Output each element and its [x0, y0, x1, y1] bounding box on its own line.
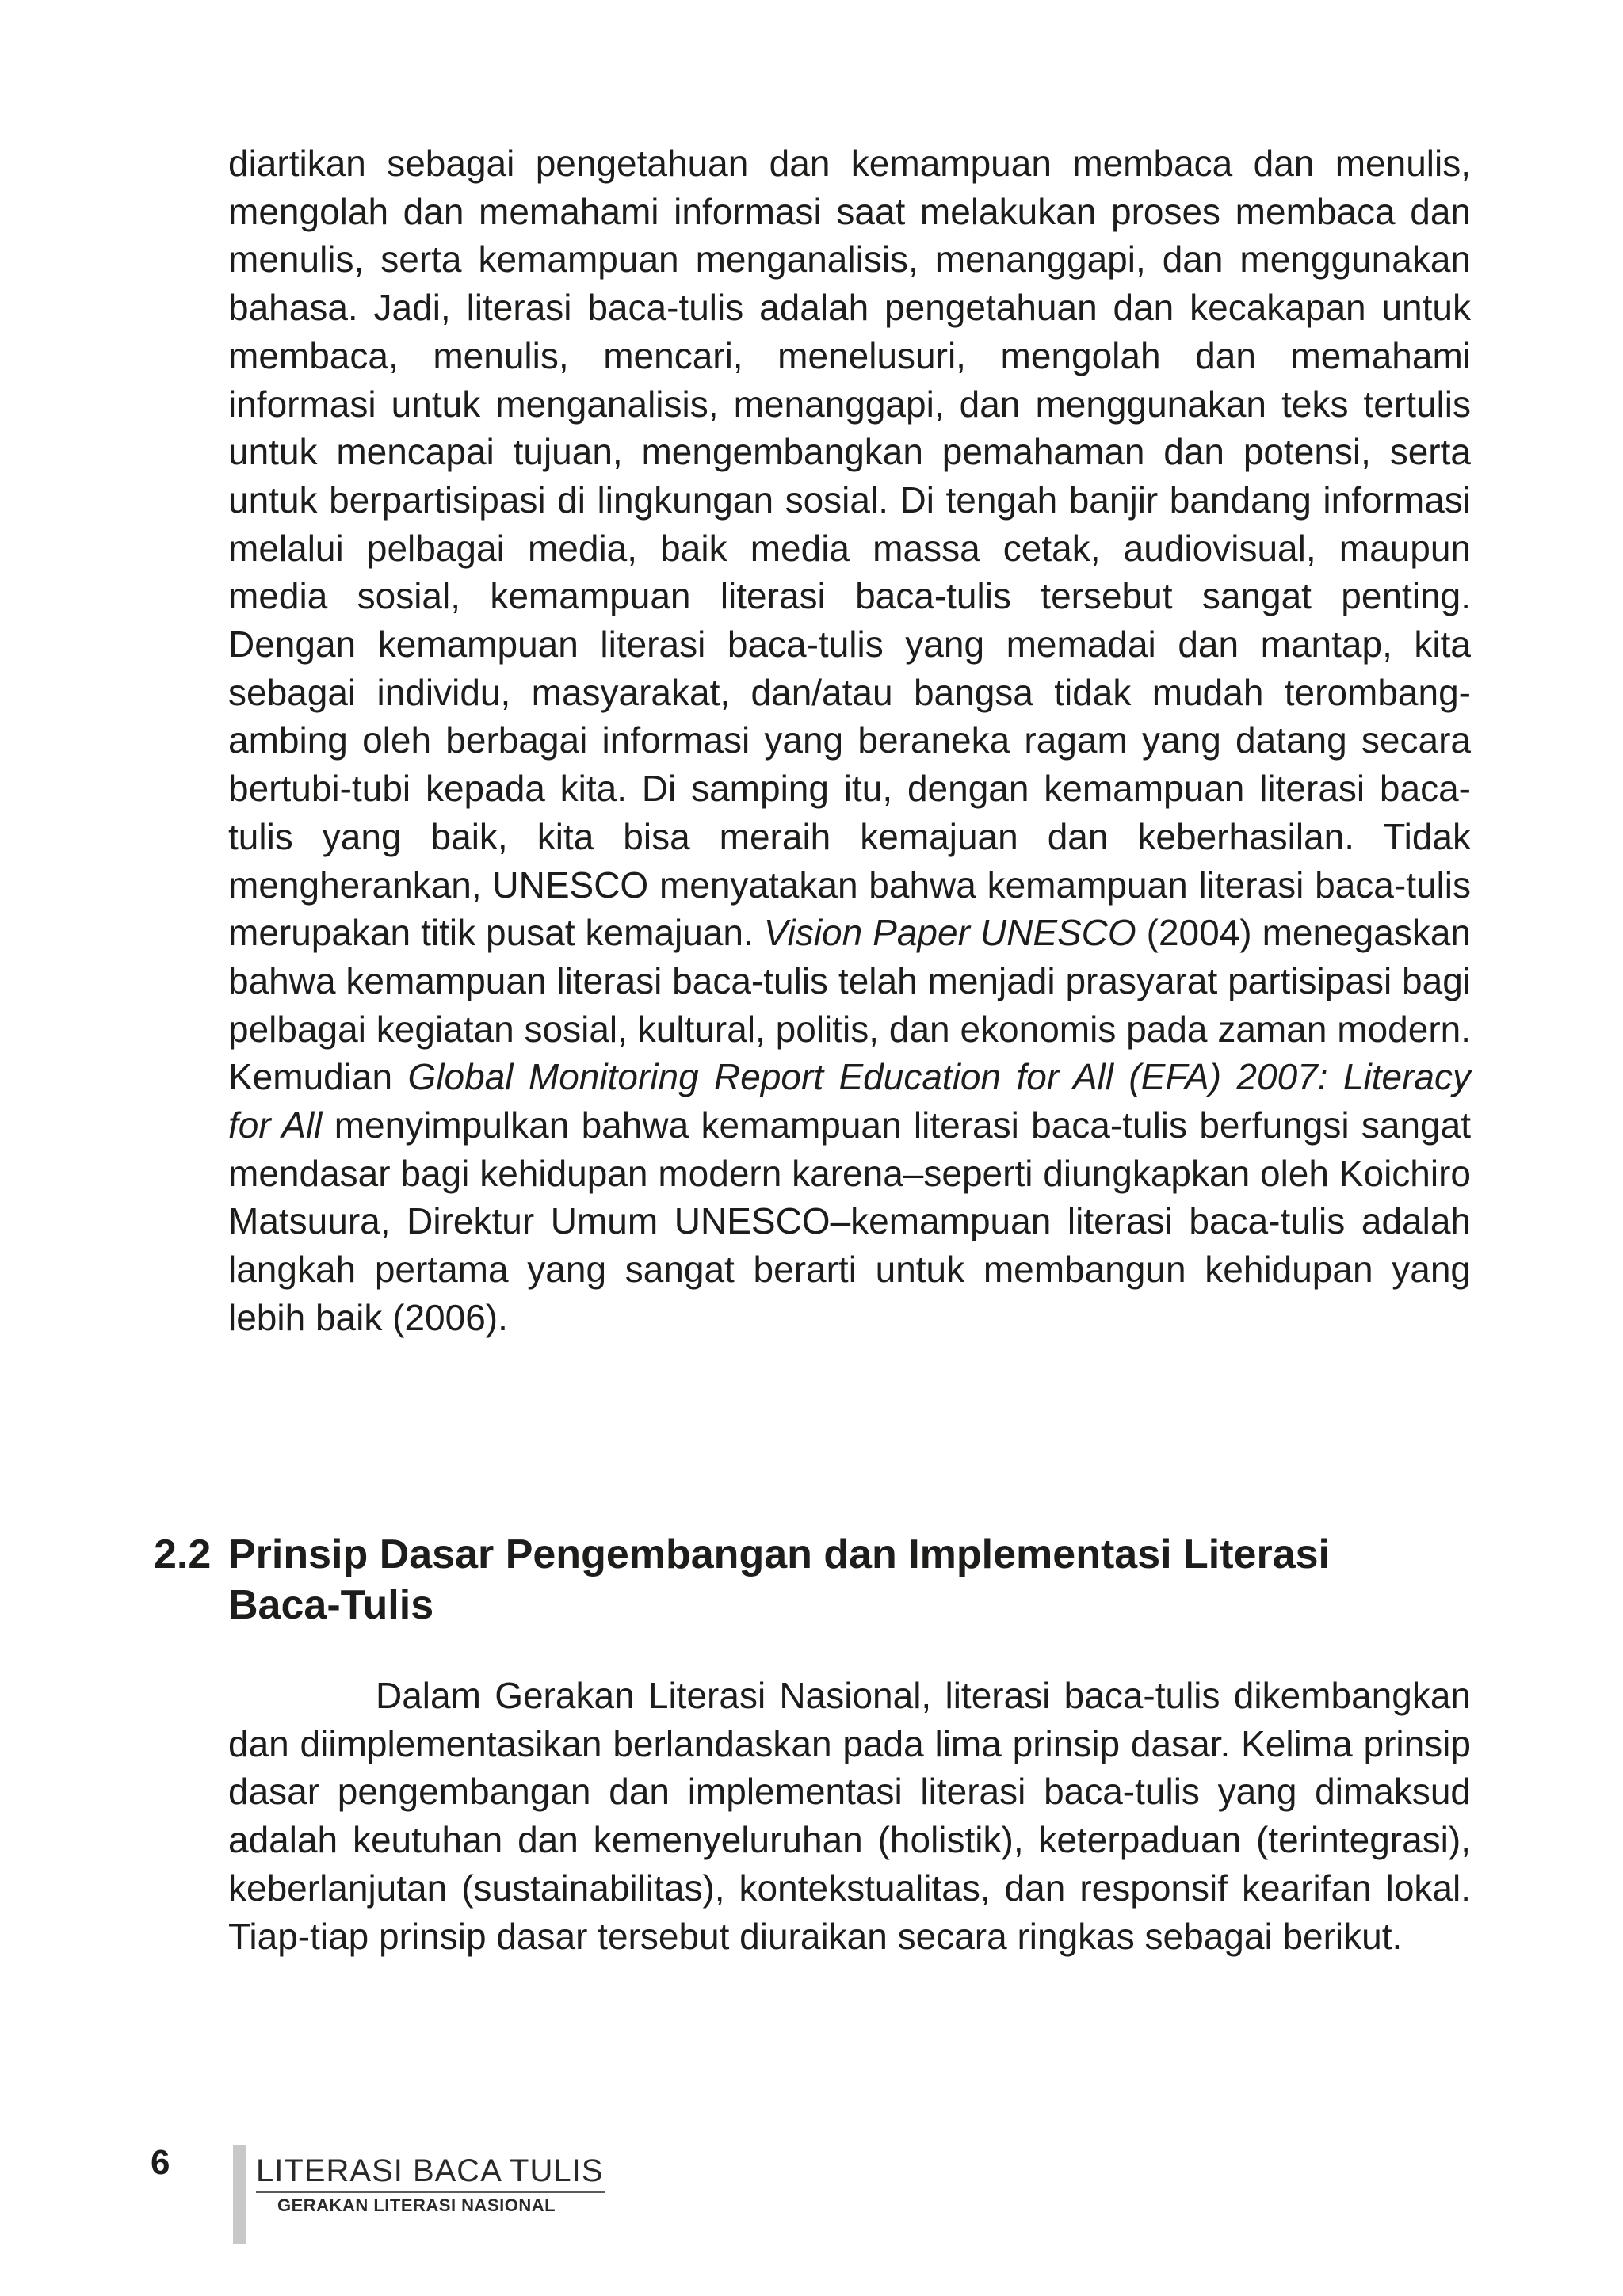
footer-rule: [256, 2191, 605, 2193]
section-heading: [154, 1529, 1501, 1630]
paragraph-text: menyimpulkan bahwa kemampuan literasi baca-tulis berfungsi sangat mendasar bagi kehidupan modern karena–seperti diungkapkan oleh Koichiro Matsuura, Direktur Umum UNESCO–kemampuan literasi baca-tulis adalah langkah pertama yang sangat berarti untuk membangun kehidupan yang lebih baik (2006).: [228, 1104, 1471, 1338]
paragraph-text: (2004) menegaskan bahwa kemampuan literasi baca-tulis telah menjadi prasyarat partisipasi bagi pelbagai kegiatan sosial, kultural, politis, dan ekonomis pada zaman modern. Kemudian: [228, 912, 1471, 1098]
section-title-line-1: Prinsip Dasar Pengembangan dan Implementasi Literasi: [228, 1531, 1330, 1577]
italic-title-vision-paper: Vision Paper UNESCO: [763, 912, 1136, 954]
page-number: 6: [151, 2143, 170, 2182]
body-paragraph-intro: Dalam Gerakan Literasi Nasional, literasi baca-tulis dikembangkan dan diimplementasikan berlandaskan pada lima prinsip dasar. Kelima prinsip dasar pengembangan dan implementasi literasi baca-tulis yang dimaksud adalah keutuhan dan kemenyeluruhan (holistik), keterpaduan (terintegrasi), keberlanjutan (sustainabilitas), kontekstualitas, dan responsif kearifan lokal. Tiap-tiap prinsip dasar tersebut diuraikan secara ringkas sebagai berikut.: [228, 1675, 1471, 1957]
body-paragraph: [228, 139, 1471, 1342]
paragraph-text: diartikan sebagai pengetahuan dan kemampuan membaca dan menulis, mengolah dan memahami informasi saat melakukan proses membaca dan menulis, serta kemampuan menganalisis, menanggapi, dan menggunakan bahasa. Jadi, literasi baca-tulis adalah pengetahuan dan kecakapan untuk membaca, menulis, mencari, menelusuri, mengolah dan memahami informasi untuk menganalisis, menanggapi, dan menggunakan teks tertulis untuk mencapai tujuan, mengembangkan pemahaman dan potensi, serta untuk berpartisipasi di lingkungan sosial. Di tengah banjir bandang informasi melalui pelbagai media, baik media massa cetak, audiovisual, maupun media sosial, kemampuan literasi baca-tulis tersebut sangat penting. Dengan kemampuan literasi baca-tulis yang memadai dan mantap, kita sebagai individu, masyarakat, dan/atau bangsa tidak mudah terombang-ambing oleh berbagai informasi yang beraneka ragam yang datang secara bertubi-tubi kepada kita. Di samping itu, dengan kemampuan literasi baca-tulis yang baik, kita bisa meraih kemajuan dan keberhasilan. Tidak mengherankan, UNESCO menyatakan bahwa kemampuan literasi baca-tulis merupakan titik pusat kemajuan.: [228, 143, 1471, 954]
footer-divider-bar: [233, 2145, 246, 2244]
footer-book-subtitle: GERAKAN LITERASI NASIONAL: [277, 2195, 556, 2215]
italic-title-global-monitoring-report: Global Monitoring Report Education for All (EFA) 2007: Literacy for All: [228, 1056, 1471, 1146]
section-title-line-2: Baca-Tulis: [228, 1582, 434, 1628]
footer-book-title: LITERASI BACA TULIS: [256, 2153, 604, 2188]
section-number: 2.2: [154, 1531, 212, 1577]
